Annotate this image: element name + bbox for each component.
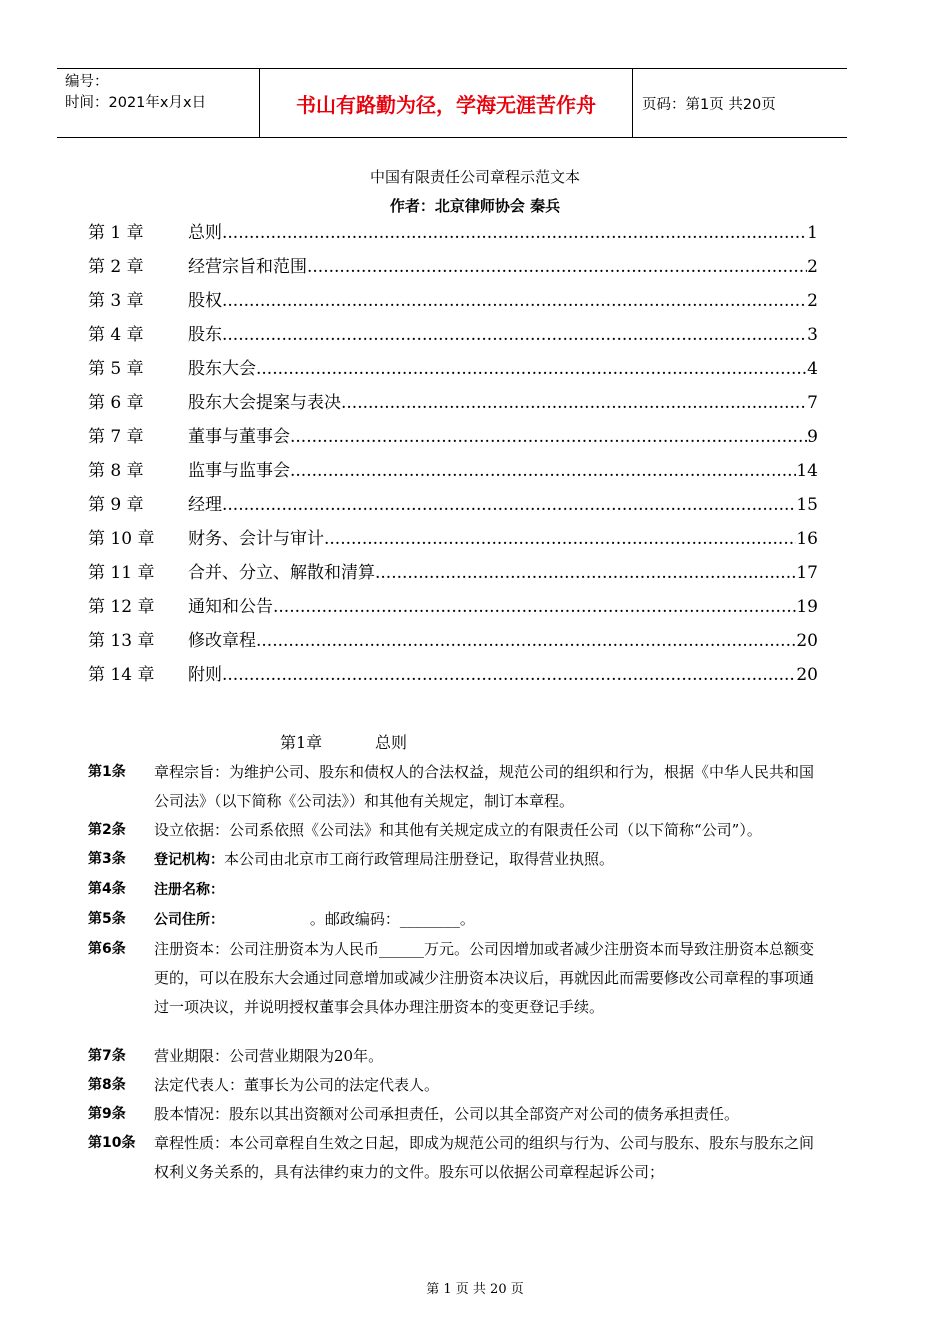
toc-chapter-number: 第 1 章 xyxy=(88,223,144,243)
article-number: 第2条 xyxy=(88,822,126,838)
toc-page-number: 1 xyxy=(807,223,818,243)
article-text: 营业期限：公司营业期限为20年。 xyxy=(154,1047,384,1065)
toc-entry[interactable] xyxy=(88,524,818,558)
toc-chapter-title: 股权 xyxy=(188,291,222,311)
toc-page-number: 2 xyxy=(807,291,818,311)
toc-leader xyxy=(222,218,807,248)
article-number: 第1条 xyxy=(88,764,126,780)
article-label: 公司住所： xyxy=(154,912,224,928)
toc-chapter-title: 附则 xyxy=(188,665,222,685)
toc-leader xyxy=(273,592,796,622)
toc-entry[interactable] xyxy=(88,252,818,286)
article-label: 注册名称： xyxy=(154,882,224,898)
article-body xyxy=(154,875,823,905)
table-of-contents xyxy=(88,218,818,694)
toc-chapter-title: 财务、会计与审计 xyxy=(188,529,324,549)
article-number: 第3条 xyxy=(88,851,126,867)
toc-chapter-number: 第 9 章 xyxy=(88,495,144,515)
article-text: 章程宗旨：为维护公司、股东和债权人的合法权益，规范公司的组织和行为，根据《中华人民共和国公司法》（以下简称《公司法》）和其他有关规定，制订本章程。 xyxy=(154,763,815,810)
article-body xyxy=(154,905,823,935)
chapter-number: 第1章 xyxy=(280,733,323,752)
toc-chapter-title: 经理 xyxy=(188,495,222,515)
article-text: 本公司由北京市工商行政管理局注册登记，取得营业执照。 xyxy=(224,850,615,868)
toc-chapter-title: 股东大会提案与表决 xyxy=(188,393,341,413)
toc-leader xyxy=(307,252,807,282)
toc-entry[interactable] xyxy=(88,354,818,388)
article-body xyxy=(154,845,823,875)
page-footer: 第 1 页 共 20 页 xyxy=(426,1282,524,1297)
article-number: 第10条 xyxy=(88,1135,136,1151)
toc-chapter-number: 第 13 章 xyxy=(88,631,155,651)
number-label: 编号： xyxy=(65,74,109,90)
toc-leader xyxy=(256,354,807,384)
toc-chapter-number: 第 12 章 xyxy=(88,597,155,617)
toc-chapter-number: 第 10 章 xyxy=(88,529,155,549)
toc-entry[interactable] xyxy=(88,422,818,456)
toc-page-number: 15 xyxy=(796,495,818,515)
article-label: 登记机构： xyxy=(154,852,224,868)
toc-chapter-title: 股东 xyxy=(188,325,222,345)
article xyxy=(88,816,823,845)
toc-page-number: 9 xyxy=(807,427,818,447)
toc-chapter-number: 第 14 章 xyxy=(88,665,155,685)
header-motto: 书山有路勤为径，学海无涯苦作舟 xyxy=(259,69,633,137)
toc-entry[interactable] xyxy=(88,320,818,354)
toc-leader xyxy=(290,456,796,486)
article-number: 第5条 xyxy=(88,911,126,927)
toc-leader xyxy=(222,320,807,350)
article-text: 章程性质：本公司章程自生效之日起，即成为规范公司的组织与行为、公司与股东、股东与股东之间权利义务关系的，具有法律约束力的文件。股东可以依据公司章程起诉公司； xyxy=(154,1134,815,1181)
page-header xyxy=(57,68,847,138)
toc-chapter-title: 股东大会 xyxy=(188,359,256,379)
article-number: 第9条 xyxy=(88,1106,126,1122)
document-author: 作者：北京律师协会 秦兵 xyxy=(389,197,561,215)
toc-chapter-title: 经营宗旨和范围 xyxy=(188,257,307,277)
toc-page-number: 4 xyxy=(807,359,818,379)
toc-leader xyxy=(222,490,796,520)
toc-page-number: 19 xyxy=(796,597,818,617)
toc-leader xyxy=(222,286,807,316)
chapter-title: 总则 xyxy=(375,733,408,752)
toc-chapter-number: 第 6 章 xyxy=(88,393,144,413)
toc-leader xyxy=(222,660,796,690)
article-list xyxy=(88,758,823,1187)
chapter-heading xyxy=(280,730,407,753)
toc-entry[interactable] xyxy=(88,490,818,524)
toc-entry[interactable] xyxy=(88,286,818,320)
toc-page-number: 14 xyxy=(796,461,818,481)
toc-entry[interactable] xyxy=(88,456,818,490)
article xyxy=(88,1071,823,1100)
article-text: 设立依据：公司系依照《公司法》和其他有关规定成立的有限责任公司（以下简称“公司”）。 xyxy=(154,821,762,839)
toc-chapter-title: 合并、分立、解散和清算 xyxy=(188,563,375,583)
toc-leader xyxy=(341,388,807,418)
spacer xyxy=(88,1022,823,1042)
header-meta xyxy=(65,72,260,114)
article-number: 第7条 xyxy=(88,1048,126,1064)
toc-chapter-number: 第 8 章 xyxy=(88,461,144,481)
toc-chapter-title: 监事与监事会 xyxy=(188,461,290,481)
toc-entry[interactable] xyxy=(88,558,818,592)
article-number: 第4条 xyxy=(88,881,126,897)
toc-chapter-number: 第 11 章 xyxy=(88,563,155,583)
toc-entry[interactable] xyxy=(88,660,818,694)
toc-leader xyxy=(375,558,796,588)
toc-entry[interactable] xyxy=(88,388,818,422)
article-text: 股本情况：股东以其出资额对公司承担责任，公司以其全部资产对公司的债务承担责任。 xyxy=(154,1105,740,1123)
article-number: 第6条 xyxy=(88,941,126,957)
toc-page-number: 20 xyxy=(796,665,818,685)
toc-entry[interactable] xyxy=(88,626,818,660)
toc-chapter-title: 通知和公告 xyxy=(188,597,273,617)
article xyxy=(88,1129,823,1187)
toc-entry[interactable] xyxy=(88,218,818,252)
article-text: 法定代表人：董事长为公司的法定代表人。 xyxy=(154,1076,440,1094)
article xyxy=(88,905,823,935)
toc-chapter-number: 第 7 章 xyxy=(88,427,144,447)
header-page-info: 页码：第1页 共20页 xyxy=(642,97,776,113)
toc-entry[interactable] xyxy=(88,592,818,626)
time-label: 时间：2021年x月x日 xyxy=(65,95,207,111)
toc-leader xyxy=(290,422,807,452)
article xyxy=(88,1042,823,1071)
toc-chapter-title: 修改章程 xyxy=(188,631,256,651)
article xyxy=(88,845,823,875)
toc-page-number: 17 xyxy=(796,563,818,583)
toc-page-number: 7 xyxy=(807,393,818,413)
toc-chapter-number: 第 2 章 xyxy=(88,257,144,277)
toc-chapter-number: 第 4 章 xyxy=(88,325,144,345)
toc-leader xyxy=(324,524,796,554)
document-title: 中国有限责任公司章程示范文本 xyxy=(369,168,580,186)
toc-page-number: 16 xyxy=(796,529,818,549)
article-text: 注册资本：公司注册资本为人民币______万元。公司因增加或者减少注册资本而导致注册资本总额变更的，可以在股东大会通过同意增加或减少注册资本决议后，再就因此而需要修改公司章程的事项通过一项决议，并说明授权董事会具体办理注册资本的变更登记手续。 xyxy=(154,940,815,1016)
article xyxy=(88,875,823,905)
toc-page-number: 20 xyxy=(796,631,818,651)
article-text: 。邮政编码：________。 xyxy=(224,910,475,928)
toc-chapter-number: 第 3 章 xyxy=(88,291,144,311)
toc-leader xyxy=(256,626,796,656)
toc-chapter-title: 总则 xyxy=(188,223,222,243)
toc-chapter-number: 第 5 章 xyxy=(88,359,144,379)
article xyxy=(88,1100,823,1129)
article xyxy=(88,758,823,816)
toc-chapter-title: 董事与董事会 xyxy=(188,427,290,447)
article-number: 第8条 xyxy=(88,1077,126,1093)
toc-page-number: 2 xyxy=(807,257,818,277)
article xyxy=(88,935,823,1022)
toc-page-number: 3 xyxy=(807,325,818,345)
